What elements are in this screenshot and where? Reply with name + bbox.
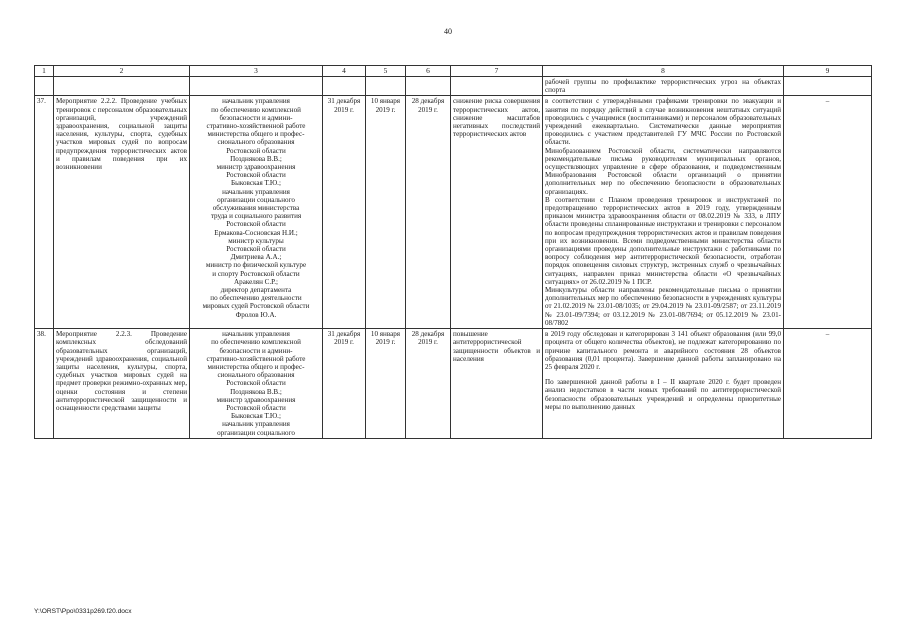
continuation-row: [35, 77, 872, 96]
table-row: [35, 329, 872, 439]
header-cell: 5: [366, 66, 406, 77]
footer-file-path: Y:\ORST\Ppo\0331p269.f20.docx: [34, 608, 132, 615]
executors-cell: начальник управления по обеспечению комплексной безопасности и админи- стративно-хозяйственной работе министерства общего и профес- сионального образования Ростовской области Позднякова В.В.; министр здравоохранения Ростовской области Быковская Т.Ю.; начальник управления организации социального обслуживания министерства труда и социального развития Ростовской области Ермакова-Сосновская Н.И.; министр культуры Ростовской области Дмитриева А.А.; министр по физической культуре и спорту Ростовской области Аракелян С.Р.; директор департамента по обеспечению деятельности мировых судей Ростовской области Фролов Ю.А.: [190, 96, 323, 329]
table-header-row: [35, 66, 872, 77]
header-cell: 7: [451, 66, 543, 77]
date-plan-cell: 31 декабря 2019 г.: [323, 96, 366, 329]
row-number: 38.: [35, 329, 54, 439]
note-cell: –: [784, 329, 872, 439]
date-plan-cell: 31 декабря 2019 г.: [323, 329, 366, 439]
header-cell: 9: [784, 66, 872, 77]
report-table: [34, 65, 872, 439]
header-cell: 4: [323, 66, 366, 77]
header-cell: 8: [543, 66, 784, 77]
date-start-cell: 10 января 2019 г.: [366, 96, 406, 329]
executors-cell: начальник управления по обеспечению комплексной безопасности и админи- стративно-хозяйственной работе министерства общего и профес- сионального образования Ростовской области Позднякова В.В.; министр здравоохранения Ростовской области Быковская Т.Ю.; начальник управления организации социального: [190, 329, 323, 439]
info-cell: в соответствии с утверждёнными графиками тренировки по эвакуации и занятия по порядку действий в случае возникновения нештатных ситуаций проводились с учащимися (воспитанниками) и персоналом образовательных учреждений ежеквартально. Систематически данные мероприятия проводились с участием представителей ГУ МЧС России по Ростовской области. Минобразованием Ростовской области, систематически направляются рекомендательные письма руководителям муниципальных органов, осуществляющих управление в сфере образования, и подведомственным Минобразования Ростовской области организаций о принятии дополнительных мер по обеспечению безопасности в образовательных организациях. В соответствии с Планом проведения тренировок и инструктажей по предотвращению террористических актов в 2019 году, утвержденным приказом министра здравоохранения области от 08.02.2019 № 333, в ЛПУ области проведены спланированные инструктажи и тренировки с персоналом по вопросам предупреждения террористических актов и правилам поведения при их возникновении. Всеми подведомственными министерства области организациями проведены дополнительные инструктажи с работниками по вопросу соблюдения мер антитеррористической безопасности, отработан порядок оповещения силовых структур, экстренных служб о чрезвычайных ситуациях, направлен приказ министерства области «О чрезвычайных ситуациях» от 26.02.2019 № 1 ПСР. Минкультуры области направлены рекомендательные письма о принятии дополнительных мер по обеспечению безопасности в учреждениях культуры от 21.02.2019 № 23.01-08/1035; от 29.04.2019 № 23.01-09/2587; от 23.11.2019 № 23.01-09/7394; от 03.12.2019 № 23.01-08/7694; от 05.12.2019 № 23.01-08/7802: [543, 96, 784, 329]
event-cell: Мероприятие 2.2.3. Проведение комплексных обследований образовательных организаций, учреждений здравоохранения, социальной защиты населения, культуры, спорта, судебных участков мировых судей на предмет проверки режимно-охранных мер, оценки состояния и степени антитеррористической защищенности и оснащенности средствами защиты: [54, 329, 190, 439]
table-row: [35, 96, 872, 329]
event-cell: Мероприятие 2.2.2. Проведение учебных тренировок с персоналом образовательных организаций, учреждений здравоохранения, социальной защиты населения, культуры, спорта, судебных участков мировых судей по вопросам предупреждения террористических актов и правилам поведения при их возникновении: [54, 96, 190, 329]
result-cell: снижение риска совершения террористических актов, снижение масштабов негативных последствий террористических актов: [451, 96, 543, 329]
header-cell: 6: [406, 66, 451, 77]
date-start-cell: 10 января 2019 г.: [366, 329, 406, 439]
row-number: 37.: [35, 96, 54, 329]
date-end-cell: 28 декабря 2019 г.: [406, 329, 451, 439]
date-end-cell: 28 декабря 2019 г.: [406, 96, 451, 329]
result-cell: повышение антитеррористической защищенности объектов и населения: [451, 329, 543, 439]
info-cell: в 2019 году обследован и категорирован 3 141 объект образования (или 99,0 процента от общего количества объектов), не подлежат категорированию по причине капитального ремонта и аварийного состояния 28 объектов образования (0,01 процента). Завершение данной работы запланировано на 25 февраля 2020 г. По завершенной данной работы в I – II квартале 2020 г. будет проведен анализ недостатков в части новых требований по антитеррористической безопасности образовательных учреждений и определены приоритетные меры по выполнению данных: [543, 329, 784, 439]
header-cell: 2: [54, 66, 190, 77]
header-cell: 3: [190, 66, 323, 77]
continuation-text: рабочей группы по профилактике террористических угроз на объектах спорта: [543, 77, 784, 96]
note-cell: –: [784, 96, 872, 329]
header-cell: 1: [35, 66, 54, 77]
page-number: 40: [444, 27, 452, 36]
